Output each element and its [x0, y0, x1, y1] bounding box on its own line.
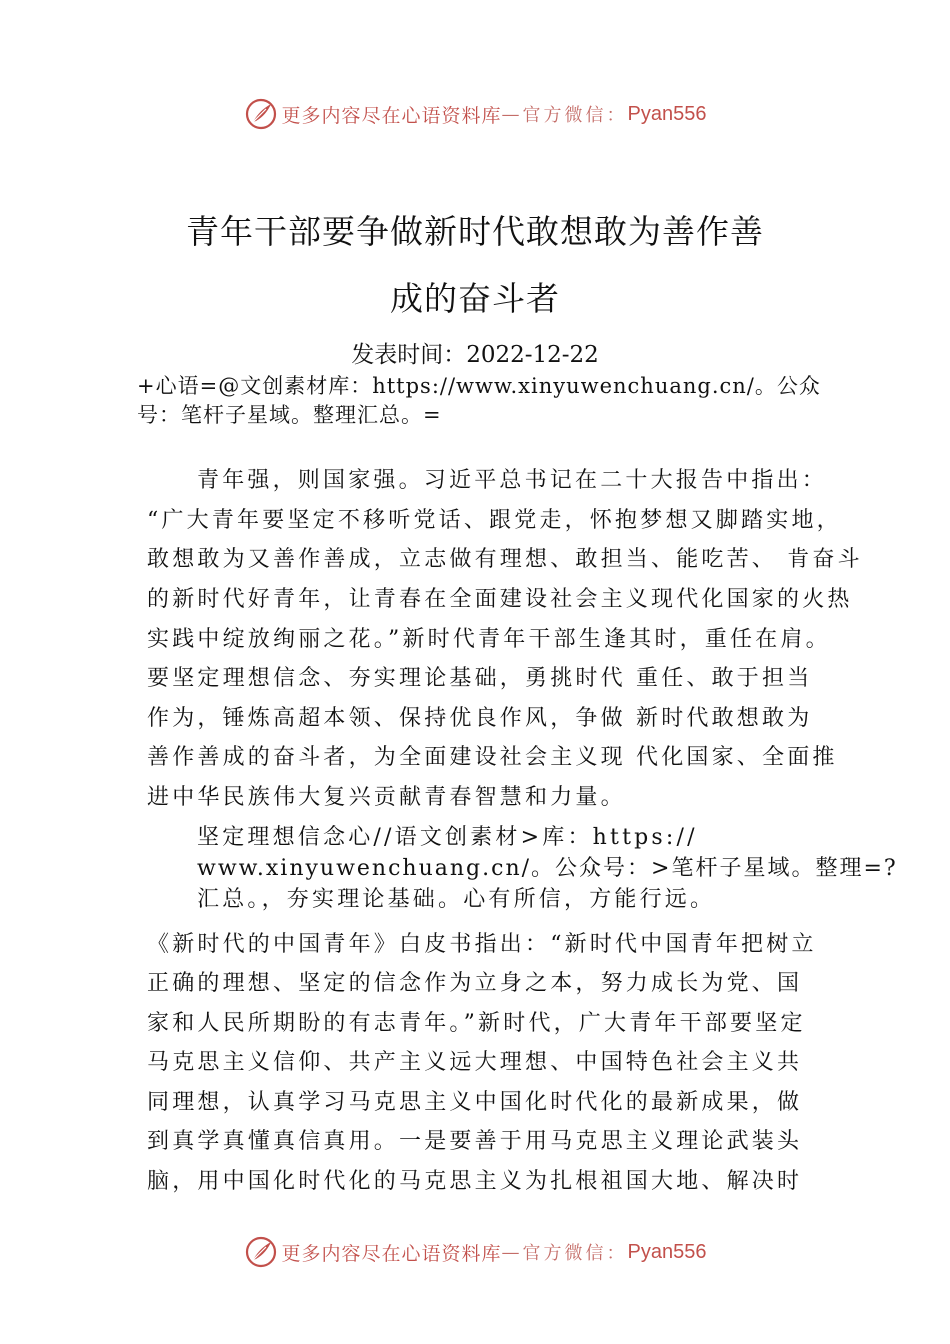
paragraph-1-line: 要坚定理想信念、夯实理论基础，勇挑时代 重任、敢于担当 — [147, 666, 813, 691]
watermark-wechat-label: 官方微信： — [522, 1243, 628, 1264]
watermark-site-text: 更多内容尽在心语资料库 — [281, 1242, 502, 1265]
paragraph-2-line: 脑，用中国化时代化的马克思主义为扎根祖国大地、解决时 — [147, 1169, 803, 1194]
section-heading-line: 汇总。，夯实理论基础。心有所信，方能行远。 — [197, 887, 716, 912]
paragraph-2-line: 家和人民所期盼的有志青年。”新时代，广大青年干部要坚定 — [147, 1011, 806, 1036]
section-heading-line: 坚定理想信念心//语文创素材>库：https:// — [197, 825, 698, 850]
watermark-banner-top — [0, 94, 950, 134]
quill-logo-icon — [244, 97, 278, 131]
watermark-wechat-id: Pyan556 — [627, 1240, 707, 1263]
paragraph-1-line: “广大青年要坚定不移听党话、跟党走，怀抱梦想又脚踏实地， — [147, 508, 842, 533]
watermark-wechat-id: Pyan556 — [627, 102, 707, 125]
document-title-line-1: 青年干部要争做新时代敢想敢为善作善 — [186, 212, 764, 251]
document-title-line-2: 成的奋斗者 — [390, 279, 560, 318]
watermark-wechat-label: 官方微信： — [522, 105, 628, 126]
source-line: +心语=@文创素材库：https://www.xinyuwenchuang.cn/。公众 — [137, 374, 821, 398]
paragraph-1-line: 善作善成的奋斗者，为全面建设社会主义现 代化国家、全面推 — [147, 745, 838, 770]
paragraph-1-line: 的新时代好青年，让青春在全面建设社会主义现代化国家的火热 — [147, 587, 853, 612]
section-heading-line: www.xinyuwenchuang.cn/。公众号：>笔杆子星域。整理=? — [197, 856, 898, 881]
paragraph-1-line: 实践中绽放绚丽之花。”新时代青年干部生逢其时，重任在肩。 — [147, 627, 831, 652]
watermark-site-text: 更多内容尽在心语资料库 — [281, 104, 502, 127]
paragraph-1-line: 作为，锤炼高超本领、保持优良作风，争做 新时代敢想敢为 — [147, 706, 813, 731]
publish-date: 发表时间：2022-12-22 — [351, 342, 599, 368]
source-line: 号：笔杆子星域。整理汇总。= — [137, 403, 442, 427]
paragraph-1-line: 进中华民族伟大复兴贡献青春智慧和力量。 — [147, 785, 626, 810]
paragraph-1-line: 敢想敢为又善作善成，立志做有理想、敢担当、能吃苦、 肯奋斗 — [147, 547, 863, 572]
watermark-dash: — — [501, 103, 523, 125]
watermark-banner-bottom — [0, 1232, 950, 1272]
paragraph-2-line: 《新时代的中国青年》白皮书指出：“新时代中国青年把树立 — [147, 932, 817, 957]
paragraph-2-line: 到真学真懂真信真用。一是要善于用马克思主义理论武装头 — [147, 1129, 803, 1154]
paragraph-2-line: 正确的理想、坚定的信念作为立身之本，努力成长为党、国 — [147, 971, 803, 996]
quill-logo-icon — [244, 1235, 278, 1269]
watermark-dash: — — [501, 1241, 523, 1263]
paragraph-2-line: 同理想，认真学习马克思主义中国化时代化的最新成果，做 — [147, 1090, 803, 1115]
paragraph-1-line: 青年强，则国家强。习近平总书记在二十大报告中指出： — [197, 468, 828, 493]
paragraph-2-line: 马克思主义信仰、共产主义远大理想、中国特色社会主义共 — [147, 1050, 803, 1075]
